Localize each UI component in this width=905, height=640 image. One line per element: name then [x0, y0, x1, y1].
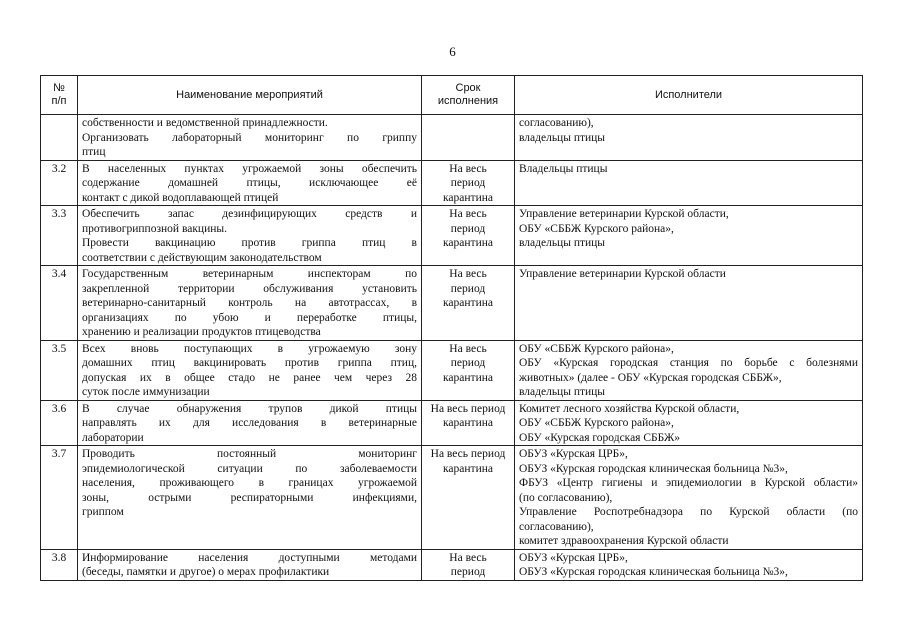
cell-line: владельцы птицы: [519, 131, 606, 144]
row-number-cell: [41, 115, 78, 161]
cell-line: эпидемиологической ситуации по заболеваемости: [82, 462, 417, 475]
row-number-cell: 3.4: [41, 266, 78, 341]
executors-cell: [515, 266, 863, 341]
row-number-cell: 3.8: [41, 549, 78, 580]
cell-line: Обеспечить запас дезинфицирующих средств и: [82, 208, 417, 220]
executors-cell: [515, 446, 863, 550]
row-number-cell: 3.7: [41, 446, 78, 550]
cell-line: Управление ветеринарии Курской области: [519, 268, 726, 280]
executors-cell: [515, 206, 863, 266]
cell-line: На весь: [449, 208, 487, 220]
cell-line: карантина: [443, 237, 493, 249]
deadline-cell: [422, 549, 515, 580]
header-executors: Исполнители: [515, 76, 863, 115]
cell-line: лаборатории: [82, 431, 144, 444]
header-name: Наименование мероприятий: [78, 76, 422, 115]
cell-line: комитет здравоохранения Курской области: [519, 535, 729, 547]
cell-line: ОБУЗ «Курская городская клиническая больница №3»,: [519, 462, 788, 475]
cell-line: направлять их для исследования в ветеринарные: [82, 417, 417, 429]
table-row: [41, 266, 863, 341]
cell-line: На весь период: [430, 448, 506, 460]
cell-line: период: [450, 357, 486, 369]
cell-line: соответствии с действующим законодательством: [82, 251, 322, 264]
deadline-cell: [422, 206, 515, 266]
cell-line: гриппом: [82, 506, 124, 518]
executors-cell: [515, 115, 863, 161]
cell-line: хранению и реализации продуктов птицеводства: [82, 326, 321, 338]
deadline-cell: [422, 446, 515, 550]
cell-line: ФБУЗ «Центр гигиены и эпидемиологии в Курской области»: [519, 477, 858, 489]
cell-line: контакт с дикой водоплавающей птицей: [82, 191, 279, 204]
cell-line: согласованию),: [519, 117, 594, 129]
row-number-cell: 3.3: [41, 206, 78, 266]
row-number-cell: 3.2: [41, 160, 78, 206]
measure-name-cell: [78, 206, 422, 266]
cell-line: Всех вновь поступающих в угрожаемую зону: [82, 342, 417, 355]
table-row: [41, 446, 863, 550]
cell-line: карантина: [443, 462, 493, 475]
cell-line: В случае обнаружения трупов дикой птицы: [82, 402, 417, 415]
cell-line: животных» (далее - ОБУ «Курская городская СББЖ»,: [519, 371, 782, 384]
cell-line: ОБУ «Курская городская СББЖ»: [519, 431, 680, 444]
row-number-cell: 3.5: [41, 340, 78, 400]
cell-line: закрепленной территории обслуживания установить: [82, 282, 417, 295]
cell-line: Комитет лесного хозяйства Курской области,: [519, 402, 740, 415]
deadline-cell: [422, 160, 515, 206]
table-header-row: [41, 76, 863, 115]
deadline-cell: [422, 400, 515, 446]
cell-line: населения, проживающего в границах угрожаемой: [82, 477, 417, 489]
table-row: [41, 340, 863, 400]
measure-name-cell: [78, 340, 422, 400]
header-num: № п/п: [41, 76, 78, 115]
cell-line: собственности и ведомственной принадлежности.: [82, 117, 328, 129]
cell-line: владельцы птицы: [519, 237, 606, 249]
cell-line: период: [450, 222, 486, 235]
cell-line: ОБУЗ «Курская ЦРБ»,: [519, 551, 628, 564]
executors-cell: [515, 340, 863, 400]
cell-line: (по согласованию),: [519, 491, 613, 504]
cell-line: Владельцы птицы: [519, 162, 608, 175]
row-number-cell: 3.6: [41, 400, 78, 446]
measure-name-cell: [78, 400, 422, 446]
cell-line: период: [450, 282, 486, 295]
measure-name-cell: [78, 446, 422, 550]
header-term: Срок исполнения: [422, 76, 515, 115]
table-body: [41, 115, 863, 581]
deadline-cell: [422, 115, 515, 161]
cell-line: На весь: [449, 342, 487, 355]
cell-line: суток после иммунизации: [82, 386, 210, 398]
cell-line: ветеринарно-санитарный контроль на автотрассах, в: [82, 297, 417, 309]
table-row: [41, 115, 863, 161]
cell-line: Управление Роспотребнадзора по Курской области (по: [519, 506, 858, 518]
deadline-cell: [422, 340, 515, 400]
measure-name-cell: [78, 160, 422, 206]
cell-line: На весь период: [430, 402, 506, 415]
cell-line: ОБУЗ «Курская ЦРБ»,: [519, 448, 628, 460]
table-row: [41, 160, 863, 206]
executors-cell: [515, 549, 863, 580]
cell-line: домашних птиц вакцинировать против гриппа птиц,: [82, 357, 417, 369]
measure-name-cell: [78, 549, 422, 580]
cell-line: Государственным ветеринарным инспекторам по: [82, 268, 417, 280]
cell-line: организациях по убою и переработке птицы,: [82, 311, 417, 324]
page-number: 6: [449, 44, 456, 59]
cell-line: птиц: [82, 146, 106, 158]
cell-line: ОБУ «Курская городская станция по борьбе с болезнями: [519, 357, 858, 369]
cell-line: (беседы, памятки и другое) о мерах профилактики: [82, 566, 330, 578]
measure-name-cell: [78, 115, 422, 161]
cell-line: период: [450, 177, 486, 189]
deadline-cell: [422, 266, 515, 341]
cell-line: Управление ветеринарии Курской области,: [519, 208, 729, 220]
cell-line: Информирование населения доступными методами: [82, 551, 417, 564]
cell-line: период: [450, 566, 486, 578]
cell-line: противогриппозной вакцины.: [82, 222, 227, 235]
cell-line: Провести вакцинацию против гриппа птиц в: [82, 237, 417, 249]
cell-line: ОБУ «СББЖ Курского района»,: [519, 222, 674, 235]
cell-line: ОБУ «СББЖ Курского района»,: [519, 417, 674, 429]
cell-line: На весь: [449, 268, 487, 280]
cell-line: согласованию),: [519, 520, 594, 533]
executors-cell: [515, 400, 863, 446]
table-row: [41, 400, 863, 446]
cell-line: ОБУ «СББЖ Курского района»,: [519, 342, 674, 355]
measure-name-cell: [78, 266, 422, 341]
table-row: [41, 549, 863, 580]
cell-line: зоны, острыми респираторными инфекциями,: [82, 491, 417, 504]
cell-line: владельцы птицы: [519, 386, 606, 398]
measures-table: [40, 75, 863, 581]
table-row: [41, 206, 863, 266]
cell-line: содержание домашней птицы, исключающее её: [82, 177, 417, 189]
cell-line: допуская их в общее стадо не ранее чем через 28: [82, 371, 417, 384]
cell-line: В населенных пунктах угрожаемой зоны обеспечить: [82, 162, 417, 175]
cell-line: карантина: [443, 297, 493, 309]
cell-line: ОБУЗ «Курская городская клиническая больница №3»,: [519, 566, 788, 578]
cell-line: карантина: [443, 417, 493, 429]
cell-line: На весь: [449, 162, 487, 175]
cell-line: На весь: [449, 551, 487, 564]
cell-line: карантина: [443, 371, 493, 384]
cell-line: Проводить постоянный мониторинг: [82, 448, 417, 460]
cell-line: карантина: [443, 191, 493, 204]
cell-line: Организовать лабораторный мониторинг по гриппу: [82, 131, 417, 144]
executors-cell: [515, 160, 863, 206]
